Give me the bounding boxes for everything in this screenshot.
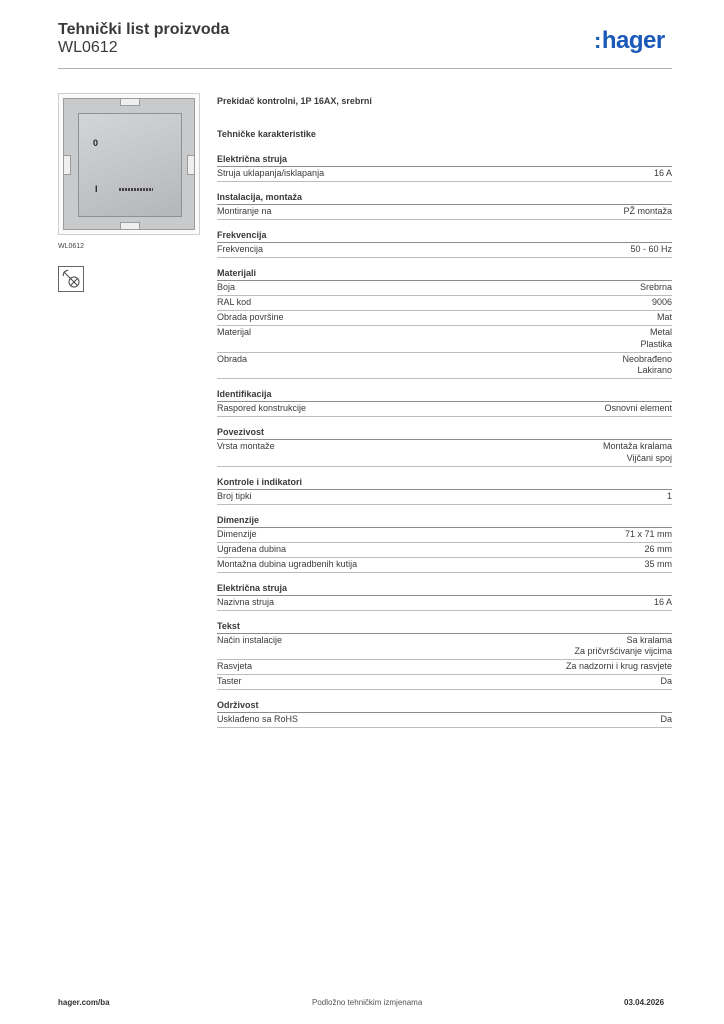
spec-value — [654, 597, 672, 609]
spec-value-line: Osnovni element — [604, 403, 672, 413]
spec-value-line: 50 - 60 Hz — [630, 244, 672, 254]
rocker-plate — [78, 113, 182, 217]
spec-label: RAL kod — [217, 297, 252, 307]
spec-value-line: Metal — [649, 327, 672, 337]
spec-row — [217, 440, 672, 467]
section-title: Električna struja — [217, 583, 672, 596]
spec-table — [217, 96, 672, 728]
spec-label: Boja — [217, 282, 236, 292]
indicator-window — [119, 188, 153, 191]
spec-value — [566, 661, 672, 673]
section-title: Kontrole i indikatori — [217, 477, 672, 490]
spec-label: Raspored konstrukcije — [217, 403, 307, 413]
footer-date: 03.04.2026 — [624, 998, 665, 1007]
product-image — [58, 93, 200, 235]
spec-value-line: Sa kralama — [626, 634, 672, 645]
spec-value — [644, 559, 672, 571]
spec-value-line: 71 x 71 mm — [624, 528, 672, 539]
frame-notch — [120, 98, 140, 106]
spec-value — [603, 441, 672, 464]
section-title: Instalacija, montaža — [217, 192, 672, 205]
spec-label: Obrada — [217, 353, 248, 364]
spec-value-line: 9006 — [651, 297, 672, 307]
spec-value-line: Lakirano — [637, 365, 672, 375]
spec-value-line: Plastika — [640, 338, 672, 349]
spec-value-line: 26 mm — [644, 543, 672, 554]
footer-disclaimer: Podložno tehničkim izmjenama — [312, 998, 423, 1007]
spec-row — [217, 490, 672, 505]
image-caption: WL0612 — [58, 243, 85, 250]
spec-row — [217, 713, 672, 728]
spec-value-line: Neobrađeno — [622, 353, 672, 364]
symbol-off: 0 — [93, 138, 99, 148]
spec-value — [667, 491, 672, 503]
spec-label: Broj tipki — [217, 490, 252, 501]
spec-value-line: 35 mm — [644, 558, 672, 569]
spec-label: Struja uklapanja/isklapanja — [217, 168, 325, 178]
spec-value — [660, 714, 672, 726]
spec-row — [217, 296, 672, 311]
spec-row — [217, 675, 672, 690]
spec-row — [217, 326, 672, 353]
symbol-on: I — [95, 184, 98, 194]
spec-row — [217, 311, 672, 326]
spec-section — [217, 230, 672, 258]
hager-logo: :hager — [594, 27, 665, 54]
spec-row — [217, 402, 672, 417]
spec-row — [217, 528, 672, 543]
spec-value — [604, 403, 672, 415]
flush-mount-box-icon — [58, 266, 84, 292]
spec-label: Frekvencija — [217, 244, 264, 254]
spec-value — [657, 312, 672, 324]
spec-value — [623, 206, 672, 218]
spec-value — [630, 244, 672, 256]
spec-value — [652, 297, 672, 309]
section-title: Dimenzije — [217, 515, 672, 528]
section-title: Održivost — [217, 700, 672, 713]
spec-value — [574, 635, 672, 658]
spec-label: Nazivna struja — [217, 596, 275, 607]
spec-sections — [217, 154, 672, 728]
spec-row — [217, 660, 672, 675]
spec-label: Materijal — [217, 327, 252, 337]
switch-frame — [63, 98, 195, 230]
logo-dots-icon: : — [594, 28, 601, 53]
section-title: Materijali — [217, 268, 672, 281]
spec-value-line: 16 A — [653, 168, 672, 178]
spec-label: Montiranje na — [217, 206, 272, 216]
spec-value-line: Vijčani spoj — [626, 452, 672, 463]
spec-row — [217, 167, 672, 182]
footer-website: hager.com/ba — [58, 998, 110, 1007]
spec-section — [217, 154, 672, 182]
spec-value-line: PŽ montaža — [623, 206, 672, 216]
spec-label: Usklađeno sa RoHS — [217, 714, 299, 724]
spec-label: Način instalacije — [217, 634, 283, 645]
spec-label: Obrada površine — [217, 312, 284, 322]
spec-value — [644, 544, 672, 556]
spec-value — [654, 168, 672, 180]
spec-value — [622, 354, 672, 377]
spec-row — [217, 353, 672, 380]
header-divider — [58, 68, 672, 69]
spec-label: Montažna dubina ugradbenih kutija — [217, 558, 358, 569]
spec-value — [640, 327, 672, 350]
spec-value-line: Da — [660, 676, 672, 686]
spec-value — [640, 282, 672, 294]
spec-value-line: 1 — [666, 490, 672, 501]
spec-row — [217, 205, 672, 220]
frame-notch — [120, 222, 140, 230]
spec-value — [625, 529, 672, 541]
spec-section — [217, 477, 672, 505]
spec-value-line: Za pričvršćivanje vijcima — [574, 646, 672, 656]
spec-value-line: Da — [660, 714, 672, 724]
spec-section — [217, 621, 672, 691]
tech-characteristics-heading: Tehničke karakteristike — [217, 129, 316, 139]
section-title: Frekvencija — [217, 230, 672, 243]
section-title: Tekst — [217, 621, 672, 634]
spec-section — [217, 700, 672, 728]
spec-value-line: Mat — [656, 312, 672, 322]
spec-value-line: Srebrna — [639, 282, 672, 292]
spec-label: Dimenzije — [217, 528, 257, 539]
spec-value-line: Montaža kralama — [602, 441, 672, 451]
spec-section — [217, 268, 672, 379]
spec-section — [217, 192, 672, 220]
frame-notch — [63, 155, 71, 175]
spec-label: Vrsta montaže — [217, 441, 275, 451]
product-description: Prekidač kontrolni, 1P 16AX, srebrni — [217, 96, 372, 106]
product-code: WL0612 — [58, 39, 118, 56]
spec-value-line: Za nadzorni i krug rasvjete — [565, 661, 672, 671]
spec-row — [217, 543, 672, 558]
document-title: Tehnički list proizvoda — [58, 21, 230, 38]
spec-value-line: 16 A — [653, 596, 672, 607]
section-title: Električna struja — [217, 154, 672, 167]
spec-value — [660, 676, 672, 688]
section-title: Identifikacija — [217, 389, 672, 402]
spec-section — [217, 389, 672, 417]
spec-section — [217, 427, 672, 467]
spec-row — [217, 558, 672, 573]
spec-row — [217, 243, 672, 258]
section-title: Povezivost — [217, 427, 672, 440]
spec-row — [217, 596, 672, 611]
spec-row — [217, 281, 672, 296]
spec-label: Rasvjeta — [217, 661, 253, 671]
spec-section — [217, 515, 672, 573]
frame-notch — [187, 155, 195, 175]
spec-row — [217, 634, 672, 661]
spec-section — [217, 583, 672, 611]
spec-label: Ugrađena dubina — [217, 543, 287, 554]
spec-label: Taster — [217, 676, 242, 686]
